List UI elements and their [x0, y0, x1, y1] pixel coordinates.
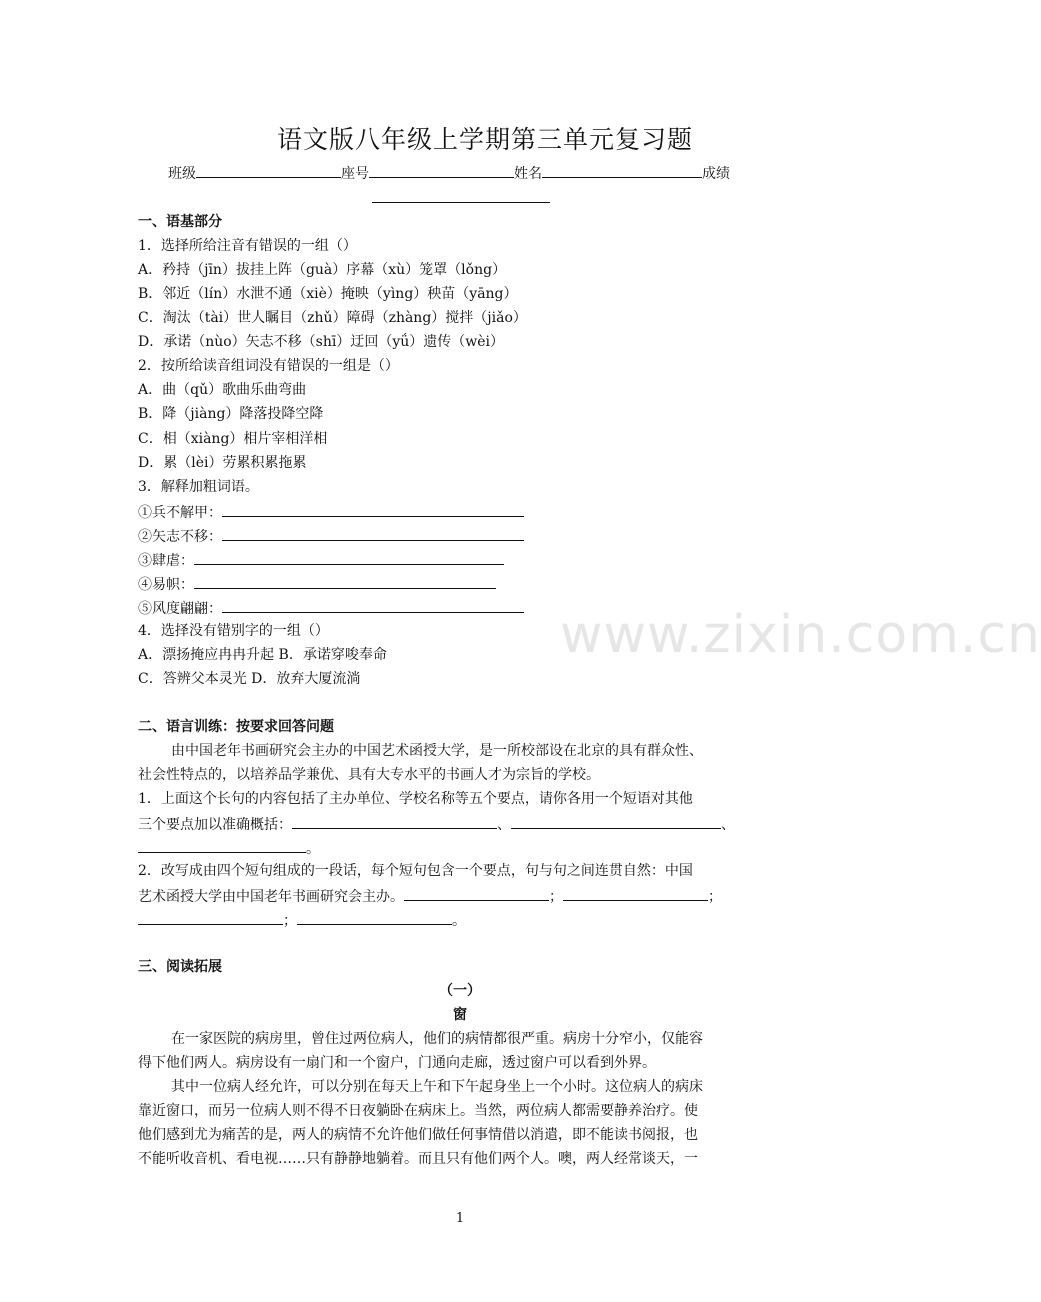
option-2a: A．曲（qǔ）歌曲乐曲弯曲	[138, 382, 307, 398]
option-2c: C．相（xiàng）相片宰相洋相	[138, 431, 328, 447]
name-label: 姓名	[514, 166, 542, 182]
option-1d: D．承诺（nùo）矢志不移（shī）迂回（yǘ）遗传（wèi）	[138, 334, 505, 350]
section-2-heading: 二、语言训练：按要求回答问题	[138, 719, 334, 735]
q3-answer-4[interactable]	[194, 574, 496, 589]
reading-part-label: （一）	[439, 983, 481, 999]
class-label: 班级	[168, 166, 196, 182]
section-3-heading: 三、阅读拓展	[138, 959, 222, 975]
options-4ab: A．漂扬掩应冉冉升起 B．承诺穿唆奉命	[138, 647, 387, 663]
option-1c: C．淘汰（tài）世人瞩目（zhǔ）障碍（zhàng）搅拌（jiǎo）	[138, 310, 527, 326]
q3-answer-5[interactable]	[222, 598, 524, 613]
q3-answer-3[interactable]	[194, 550, 504, 565]
s2-question-2-line2: 艺术函授大学由中国老年书画研究会主办。 ； ；	[138, 886, 788, 906]
question-2: 2．按所给读音组词没有错误的一组是（）	[138, 358, 399, 374]
q3-item-1: ①兵不解甲：	[138, 502, 788, 522]
story-line: 不能听收音机、看电视……只有静静地躺着。而且只有他们两个人。噢，两人经常谈天，一	[138, 1151, 698, 1167]
q3-item-2: ②矢志不移：	[138, 526, 788, 546]
q3-item-4: ④易帜：	[138, 574, 788, 594]
class-field[interactable]	[196, 163, 341, 178]
s2-question-1-line1: 1．上面这个长句的内容包括了主办单位、学校名称等五个要点，请你各用一个短语对其他	[138, 791, 693, 807]
seat-field[interactable]	[369, 163, 514, 178]
s2-q2-answer-1[interactable]	[404, 886, 549, 901]
story-line: 他们感到尤为痛苦的是，两人的病情不允许他们做任何事情借以消遣，即不能读书阅报，也	[138, 1127, 698, 1143]
q3-item-3: ③肆虐：	[138, 550, 788, 570]
score-field-line[interactable]	[372, 188, 1022, 208]
q3-answer-2[interactable]	[222, 526, 524, 541]
seat-label: 座号	[341, 166, 369, 182]
story-line: 其中一位病人经允许，可以分别在每天上午和下午起身坐上一个小时。这位病人的病床	[171, 1079, 703, 1095]
name-field[interactable]	[542, 163, 702, 178]
options-4cd: C．答辨父本灵光 D．放弃大厦流淌	[138, 671, 361, 687]
s2-q2-answer-2[interactable]	[563, 886, 708, 901]
story-line: 靠近窗口，而另一位病人则不得不日夜躺卧在病床上。当然，两位病人都需要静养治疗。使	[138, 1103, 698, 1119]
section-2-para-line2: 社会性特点的，以培养品学兼优、具有大专水平的书画人才为宗旨的学校。	[138, 767, 600, 783]
s2-q2-answer-3[interactable]	[138, 910, 283, 925]
question-4: 4．选择没有错别字的一组（）	[138, 623, 329, 639]
section-1-heading: 一、语基部分	[138, 214, 222, 230]
q3-answer-1[interactable]	[222, 502, 524, 517]
s2-q1-answer-2[interactable]	[511, 814, 721, 829]
option-1b: B．邻近（lín）水泄不通（xiè）掩映（yìng）秧苗（yāng）	[138, 286, 518, 302]
page-number: 1	[455, 1211, 465, 1226]
option-2d: D．累（lèi）劳累积累拖累	[138, 455, 307, 471]
watermark: www.zixin.com.cn	[560, 605, 1041, 665]
page-title: 语文版八年级上学期第三单元复习题	[276, 125, 693, 154]
s2-q2-answer-4[interactable]	[297, 910, 452, 925]
s2-question-2-line3: ； 。	[138, 910, 788, 930]
question-1: 1．选择所给注音有错误的一组（）	[138, 238, 357, 254]
q3-item-5: ⑤风度翩翩：	[138, 598, 788, 618]
score-label: 成绩	[702, 166, 730, 182]
option-2b: B．降（jiàng）降落投降空降	[138, 406, 324, 422]
section-2-para-line1: 由中国老年书画研究会主办的中国艺术函授大学，是一所校部设在北京的具有群众性、	[171, 743, 703, 759]
s2-question-1-line3: 。	[138, 838, 788, 858]
question-3: 3．解释加粗词语。	[138, 479, 259, 495]
s2-q1-answer-3[interactable]	[138, 838, 306, 853]
story-line: 得下他们两人。病房设有一扇门和一个窗户，门通向走廊，透过窗户可以看到外界。	[138, 1055, 656, 1071]
header-fields	[168, 163, 818, 183]
story-title: 窗	[453, 1007, 467, 1023]
story-line: 在一家医院的病房里，曾住过两位病人，他们的病情都很严重。病房十分窄小，仅能容	[171, 1031, 703, 1047]
option-1a: A．矜持（jīn）拔挂上阵（guà）序幕（xù）笼罩（lǒng）	[138, 262, 507, 278]
s2-question-2-line1: 2．改写成由四个短句组成的一段话，每个短句包含一个要点，句与句之间连贯自然：中国	[138, 863, 693, 879]
s2-question-1-line2: 三个要点加以准确概括： 、 、	[138, 814, 788, 834]
s2-q1-answer-1[interactable]	[292, 814, 497, 829]
